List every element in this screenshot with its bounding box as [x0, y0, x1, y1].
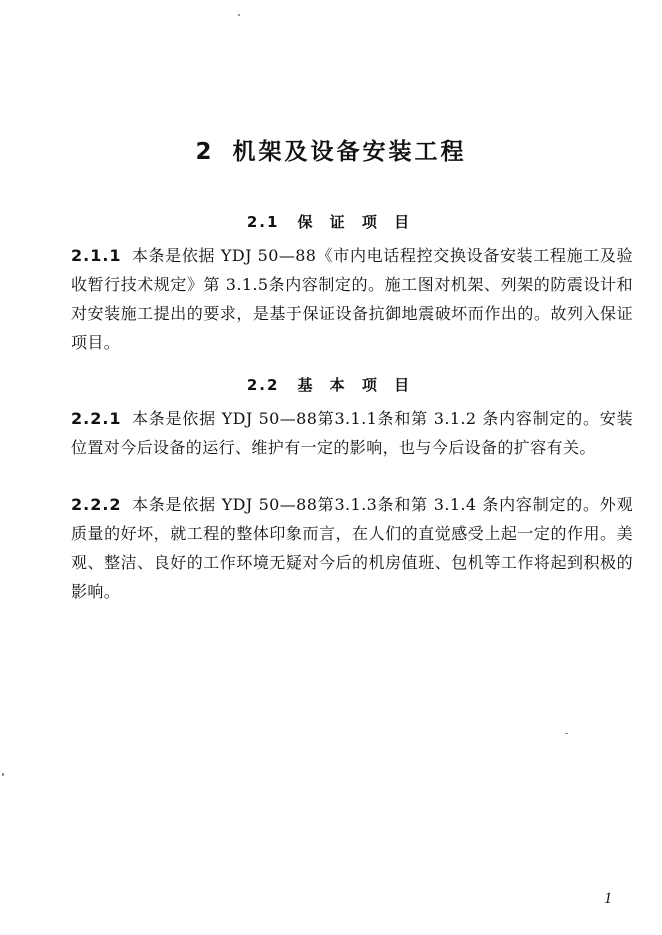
- clause-number: 2.2.2: [71, 495, 122, 514]
- scan-speck: [238, 14, 240, 16]
- clause-text: 本条是依据 YDJ 50—88《市内电话程控交换设备安装工程施工及验收暂行技术规定》第 3.1.5条内容制定的。施工图对机架、列架的防震设计和对安装施工提出的要求，是基于保证设备抗御地震破坏而作出的。故列入保证项目。: [71, 246, 633, 352]
- clause-text: 本条是依据 YDJ 50—88第3.1.1条和第 3.1.2 条内容制定的。安装位置对今后设备的运行、维护有一定的影响，也与今后设备的扩容有关。: [71, 409, 633, 457]
- page-number: 1: [604, 890, 612, 907]
- chapter-number: 2: [195, 139, 215, 165]
- section-title-text: 保 证 项 目: [297, 213, 416, 231]
- section-title-text: 基 本 项 目: [297, 376, 416, 394]
- clause-paragraph-2-2-2: [71, 490, 633, 606]
- section-heading-2-1: [0, 211, 662, 232]
- clause-paragraph-2-2-1: [71, 404, 633, 462]
- chapter-title-text: 机架及设备安装工程: [232, 139, 467, 165]
- section-number: 2.1: [246, 213, 280, 231]
- clause-number: 2.1.1: [71, 246, 122, 265]
- section-heading-2-2: [0, 374, 662, 395]
- clause-text: 本条是依据 YDJ 50—88第3.1.3条和第 3.1.4 条内容制定的。外观质量的好坏，就工程的整体印象而言，在人们的直觉感受上起一定的作用。美观、整洁、良好的工作环境无疑对今后的机房值班、包机等工作将起到积极的影响。: [71, 495, 633, 601]
- section-number: 2.2: [246, 376, 280, 394]
- scan-speck: [2, 773, 4, 776]
- scan-speck: [565, 733, 568, 734]
- chapter-title: [0, 133, 662, 166]
- clause-number: 2.2.1: [71, 409, 122, 428]
- clause-paragraph-2-1-1: [71, 241, 633, 357]
